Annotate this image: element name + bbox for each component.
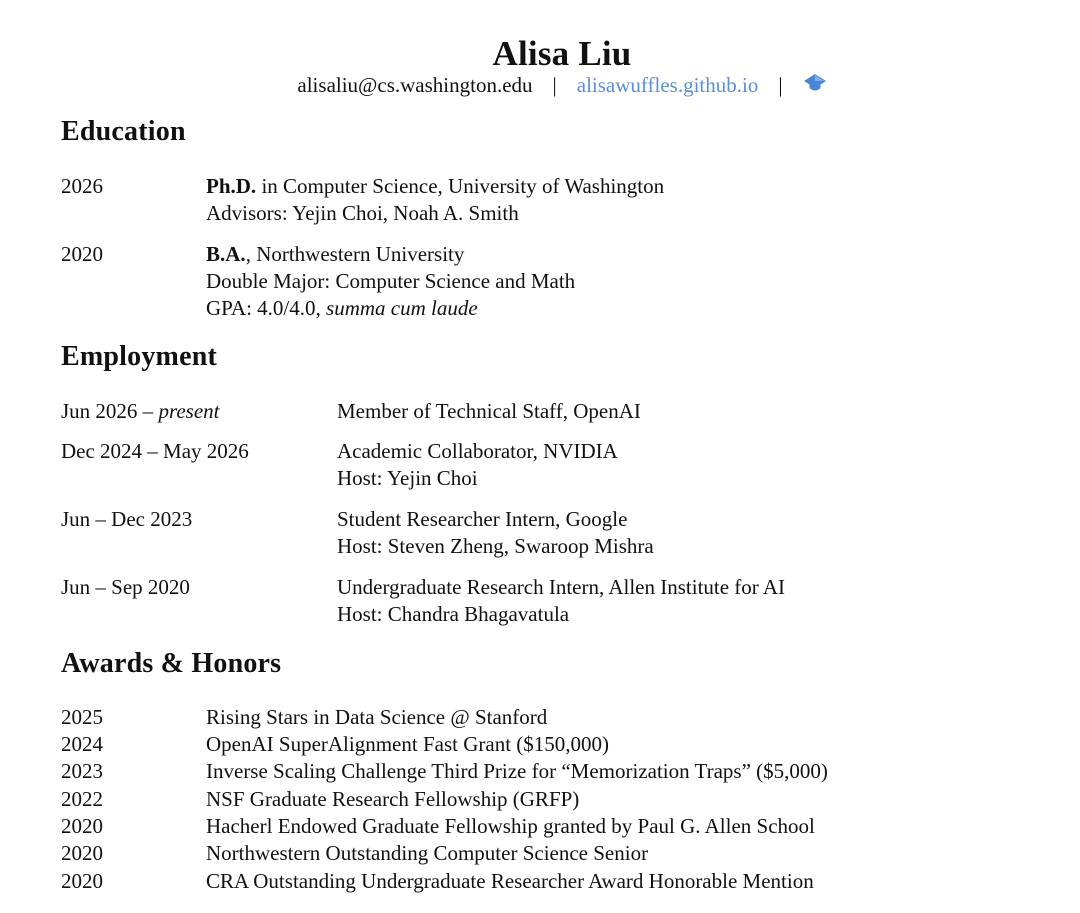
award-year: 2023 (61, 759, 103, 783)
graduation-cap-icon[interactable] (803, 71, 827, 95)
employment-heading: Employment (61, 341, 217, 372)
email-text: alisaliu@cs.washington.edu (297, 73, 533, 97)
award-text: Rising Stars in Data Science @ Stanford (206, 705, 548, 729)
award-year: 2020 (61, 814, 103, 838)
education-description (206, 173, 664, 227)
advisors-line: Advisors: Yejin Choi, Noah A. Smith (206, 201, 519, 225)
employment-role: Academic Collaborator, NVIDIA (337, 439, 618, 463)
website-link[interactable]: alisawuffles.github.io (576, 73, 759, 97)
education-degree-line (206, 241, 575, 268)
employment-date: Jun – Sep 2020 (61, 575, 190, 599)
education-degree-line (206, 173, 664, 200)
degree-detail: in Computer Science, University of Washington (256, 174, 665, 198)
education-description (206, 241, 575, 322)
employment-description (337, 506, 654, 560)
employment-host: Host: Chandra Bhagavatula (337, 602, 570, 626)
employment-host: Host: Yejin Choi (337, 466, 478, 490)
gpa-line (206, 295, 575, 322)
employment-description (337, 398, 641, 425)
award-year: 2020 (61, 841, 103, 865)
award-year: 2022 (61, 787, 103, 811)
employment-date-start: Jun 2026 – (61, 399, 159, 423)
award-text: Northwestern Outstanding Computer Science Senior (206, 841, 649, 865)
employment-role: Student Researcher Intern, Google (337, 507, 628, 531)
awards-heading: Awards & Honors (61, 648, 282, 679)
employment-date: Jun – Dec 2023 (61, 507, 193, 531)
education-year: 2026 (61, 174, 103, 198)
contact-separator: | (552, 73, 557, 97)
education-heading: Education (61, 116, 186, 147)
award-text: CRA Outstanding Undergraduate Researcher Award Honorable Mention (206, 869, 814, 893)
employment-date: Dec 2024 – May 2026 (61, 439, 249, 463)
employment-role: Undergraduate Research Intern, Allen Institute for AI (337, 575, 786, 599)
award-text: OpenAI SuperAlignment Fast Grant ($150,000) (206, 732, 610, 756)
degree-name: Ph.D. (206, 174, 257, 198)
employment-role: Member of Technical Staff, OpenAI (337, 399, 641, 423)
degree-name: B.A. (206, 242, 246, 266)
award-text: Hacherl Endowed Graduate Fellowship granted by Paul G. Allen School (206, 814, 815, 838)
award-text: NSF Graduate Research Fellowship (GRFP) (206, 787, 580, 811)
major-line: Double Major: Computer Science and Math (206, 269, 576, 293)
cv-name: Alisa Liu (492, 34, 632, 73)
degree-detail: , Northwestern University (245, 242, 465, 266)
education-year: 2020 (61, 242, 103, 266)
award-year: 2020 (61, 869, 103, 893)
contact-line (0, 71, 1080, 99)
award-year: 2025 (61, 705, 103, 729)
employment-description (337, 574, 785, 628)
award-year: 2024 (61, 732, 103, 756)
honors-text: summa cum laude (326, 296, 478, 320)
award-text: Inverse Scaling Challenge Third Prize for “Memorization Traps” ($5,000) (206, 759, 828, 783)
employment-host: Host: Steven Zheng, Swaroop Mishra (337, 534, 654, 558)
employment-date (61, 398, 219, 425)
gpa-text: GPA: 4.0/4.0, (206, 296, 327, 320)
employment-description (337, 438, 618, 492)
employment-date-end: present (158, 399, 220, 423)
contact-separator: | (778, 73, 783, 97)
